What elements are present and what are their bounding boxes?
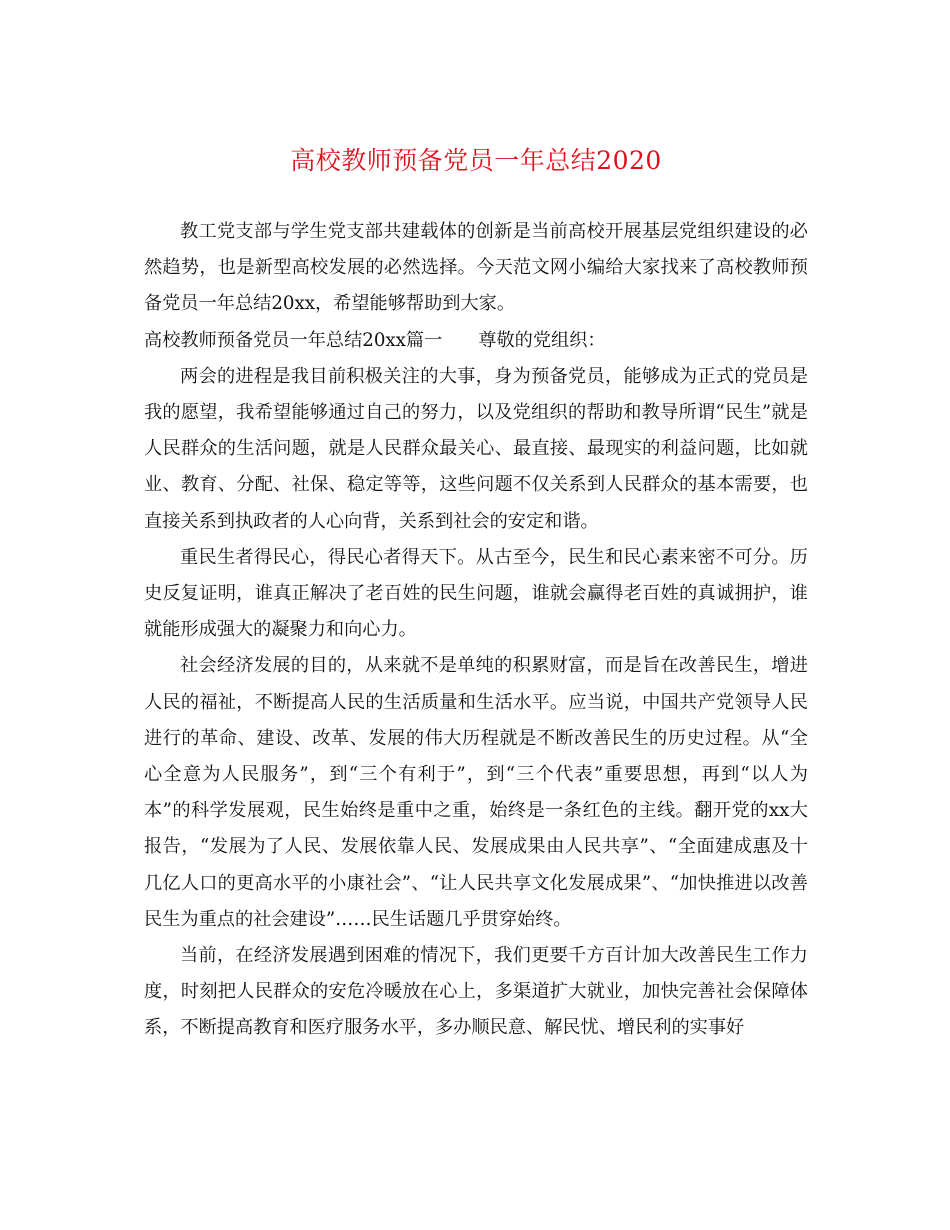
body-paragraph-3: 社会经济发展的目的，从来就不是单纯的积累财富，而是旨在改善民生，增进人民的福祉，不断提高人民的生活质量和生活水平。应当说，中国共产党领导人民进行的革命、建设、改革、发展的伟大历程就是不断改善民生的历史过程。从“全心全意为人民服务”，到“三个有利于”，到“三个代表”重要思想，再到“以人为本”的科学发展观，民生始终是重中之重，始终是一条红色的主线。翻开党的xx大报告，“发展为了人民、发展依靠人民、发展成果由人民共享”、“全面建成惠及十几亿人口的更高水平的小康社会”、“让人民共享文化发展成果”、“加快推进以改善民生为重点的社会建设”……民生话题几乎贯穿始终。 bbox=[144, 655, 808, 930]
document-title: 高校教师预备党员一年总结2020 bbox=[290, 146, 662, 175]
intro-paragraph: 教工党支部与学生党支部共建载体的创新是当前高校开展基层党组织建设的必然趋势，也是新型高校发展的必然选择。今天范文网小编给大家找来了高校教师预备党员一年总结20xx，希望能够帮助到大家。 bbox=[144, 221, 808, 315]
body-paragraph-4: 当前，在经济发展遇到困难的情况下，我们更要千方百计加大改善民生工作力度，时刻把人民群众的安危冷暖放在心上，多渠道扩大就业，加快完善社会保障体系，不断提高教育和医疗服务水平，多办顺民意、解民忧、增民利的实事好 bbox=[144, 945, 808, 1039]
body-paragraph-1: 两会的进程是我目前积极关注的大事，身为预备党员，能够成为正式的党员是我的愿望，我希望能够通过自己的努力，以及党组织的帮助和教导所谓“民生”就是人民群众的生活问题，就是人民群众最关心、最直接、最现实的利益问题，比如就业、教育、分配、社保、稳定等等，这些问题不仅关系到人民群众的基本需要，也直接关系到执政者的人心向背，关系到社会的安定和谐。 bbox=[144, 365, 808, 532]
section-heading: 高校教师预备党员一年总结20xx篇一 bbox=[144, 329, 443, 351]
body-paragraph-2: 重民生者得民心，得民心者得天下。从古至今，民生和民心素来密不可分。历史反复证明，谁真正解决了老百姓的民生问题，谁就会赢得老百姓的真诚拥护，谁就能形成强大的凝聚力和向心力。 bbox=[144, 546, 808, 641]
document-body bbox=[144, 214, 808, 1047]
salutation: 尊敬的党组织： bbox=[478, 329, 606, 351]
section-heading-line bbox=[144, 323, 808, 359]
